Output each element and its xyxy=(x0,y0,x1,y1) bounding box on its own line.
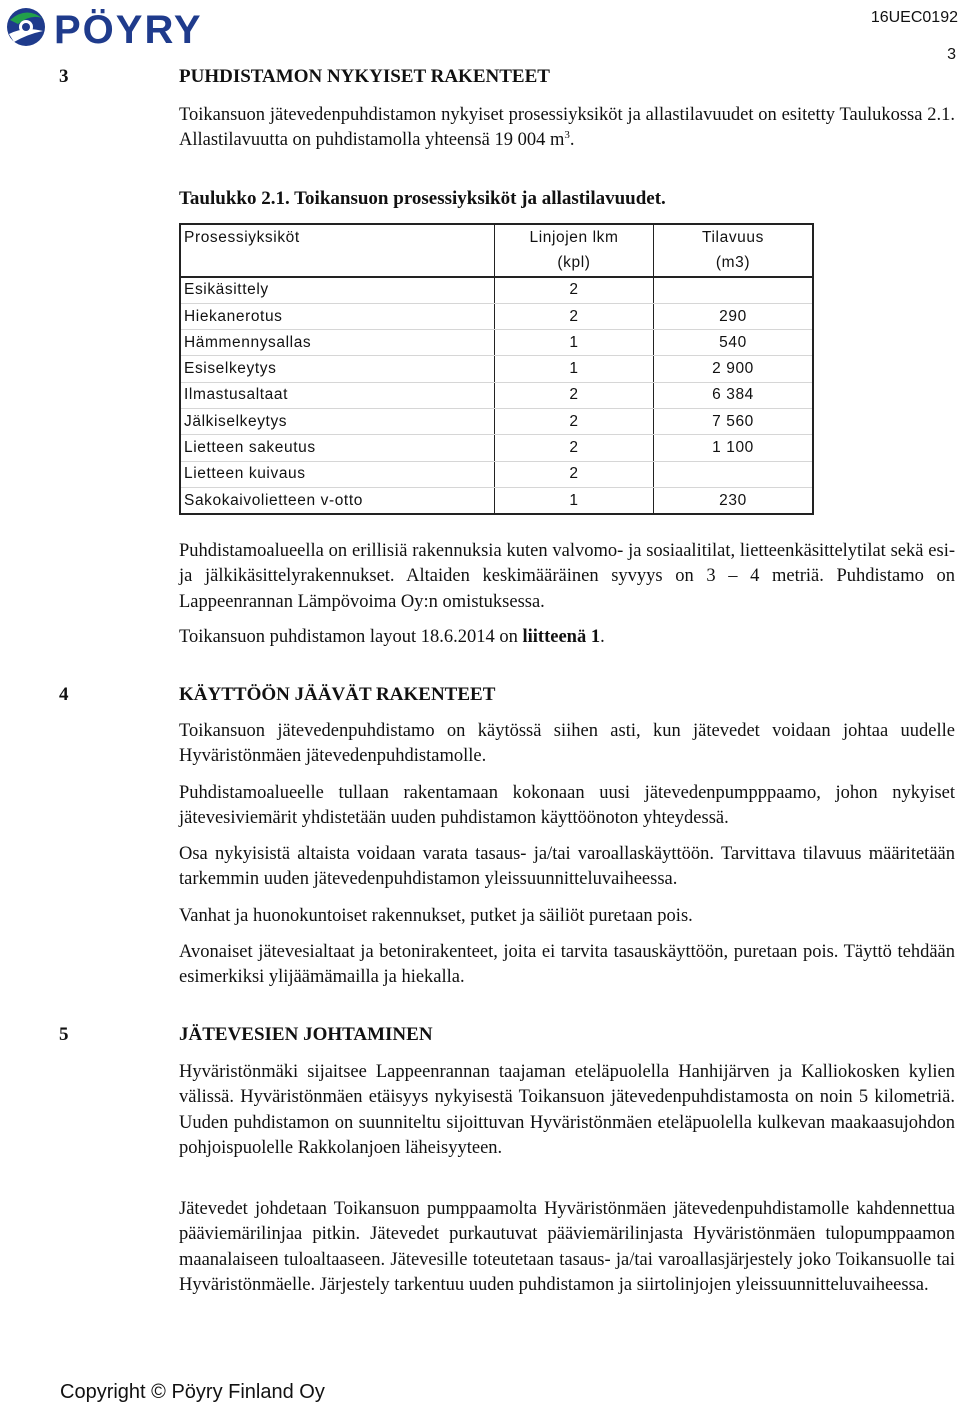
poyry-swirl-icon xyxy=(7,8,45,46)
cell-process-unit: Lietteen sakeutus xyxy=(180,435,495,461)
section-4-paragraph: Vanhat ja huonokuntoiset rakennukset, putket ja säiliöt puretaan pois. xyxy=(179,906,693,926)
cell-process-unit: Hiekanerotus xyxy=(180,303,495,329)
layout-text: Toikansuon puhdistamon layout 18.6.2014 on xyxy=(179,627,523,647)
document-code: 16UEC0192 xyxy=(870,9,958,26)
logo-wordmark: PÖYRY xyxy=(54,8,203,50)
section-5-paragraph: Jätevedet johdetaan Toikansuon pumppaamolta Hyväristönmäen jätevedenpuhdistamolle kahdennettua pääviemärilinjaa pitkin. Jätevedet purkautuvat pääviemärilinjasta Hyväristönmäen tulopumppaamon maanalaiseen tuloaltaaseen. Jätevesille toteutetaan tasaus- ja/tai varoallasjärjestely joko Toikansuolle tai Hyväristönmäelle. Järjestely tarkentuu uuden puhdistamon ja siirtolinjojen yleissuunnitteluvaiheessa. xyxy=(179,1199,955,1295)
unit-line-count: (kpl) xyxy=(495,250,654,276)
header-process-units: Prosessiyksiköt xyxy=(180,224,495,250)
cell-volume: 7 560 xyxy=(654,409,814,435)
table-row xyxy=(180,409,813,435)
cell-volume: 6 384 xyxy=(654,382,814,408)
poyry-logo xyxy=(4,4,244,50)
table-row xyxy=(180,487,813,514)
section-4-paragraph: Toikansuon jätevedenpuhdistamo on käytössä siihen asti, kun jätevedet voidaan johtaa uudelle Hyväristönmäen jätevedenpuhdistamolle. xyxy=(179,721,955,767)
cell-line-count: 2 xyxy=(495,461,654,487)
section-3-title: PUHDISTAMON NYKYISET RAKENTEET xyxy=(179,66,550,87)
intro-superscript: 3 xyxy=(564,129,570,142)
section-3-buildings-paragraph: Puhdistamoalueella on erillisiä rakennuksia kuten valvomo- ja sosiaalitilat, lietteenkäsittelytilat sekä esi- ja jälkikäsittelyrakennukset. Altaiden keskimääräinen syvyys on 3 – 4 metriä. Puhdistamo on Lappeenrannan Lämpövoima Oy:n omistuksessa. xyxy=(179,541,955,612)
cell-volume xyxy=(654,461,814,487)
process-units-table xyxy=(179,223,814,515)
section-3-intro xyxy=(179,103,955,154)
table-row xyxy=(180,277,813,304)
table-row xyxy=(180,435,813,461)
section-5-paragraph: Hyväristönmäki sijaitsee Lappeenrannan taajaman eteläpuolella Hanhijärven ja Kalliokosken kylien välissä. Hyväristönmäen etäisyys nykyisestä Toikansuon jätevedenpuhdistamosta on noin 5 kilometriä. Uuden puhdistamon on suunniteltu sijoittuvan Hyväristönmäen eteläpuolella kulkevan maakaasujohdon pohjoispuolelle Rakkolanjoen läheisyyteen. xyxy=(179,1062,955,1158)
table-row xyxy=(180,356,813,382)
cell-process-unit: Lietteen kuivaus xyxy=(180,461,495,487)
cell-process-unit: Esiselkeytys xyxy=(180,356,495,382)
footer-copyright: Copyright © Pöyry Finland Oy xyxy=(60,1381,325,1403)
table-header-row xyxy=(180,224,813,250)
cell-volume: 2 900 xyxy=(654,356,814,382)
unit-volume: (m3) xyxy=(654,250,814,276)
cell-volume: 230 xyxy=(719,491,747,509)
cell-line-count: 2 xyxy=(495,303,654,329)
cell-volume xyxy=(654,277,814,304)
cell-process-unit: Ilmastusaltaat xyxy=(180,382,495,408)
section-5-number: 5 xyxy=(59,1024,69,1045)
section-5-title: JÄTEVESIEN JOHTAMINEN xyxy=(179,1024,433,1045)
section-4-number: 4 xyxy=(59,684,69,705)
section-3-number: 3 xyxy=(59,66,69,87)
attachment-reference: liitteenä 1 xyxy=(522,627,601,647)
cell-line-count: 2 xyxy=(495,435,654,461)
intro-text: Toikansuon jätevedenpuhdistamon nykyiset prosessiyksiköt ja allastilavuudet on esitetty Taulukossa 2.1. Allastilavuutta on puhdistamolla yhteensä 19 004 m xyxy=(179,105,955,151)
table-row xyxy=(180,303,813,329)
page-number: 3 xyxy=(947,46,956,63)
layout-end: . xyxy=(600,627,605,647)
table-row xyxy=(180,330,813,356)
cell-line-count: 1 xyxy=(495,487,654,514)
cell-process-unit: Sakokaivolietteen v-otto xyxy=(180,487,495,514)
section-3-layout-paragraph xyxy=(179,625,955,650)
table-row xyxy=(180,382,813,408)
cell-volume: 290 xyxy=(654,303,814,329)
cell-line-count: 1 xyxy=(495,356,654,382)
header-line-count: Linjojen lkm xyxy=(495,224,654,250)
intro-end: . xyxy=(569,130,575,151)
header-volume: Tilavuus xyxy=(702,228,764,246)
section-4-title: KÄYTTÖÖN JÄÄVÄT RAKENTEET xyxy=(179,684,496,705)
unit-process-units xyxy=(180,250,495,276)
cell-line-count: 2 xyxy=(495,409,654,435)
table-caption: Taulukko 2.1. Toikansuon prosessiyksiköt ja allastilavuudet. xyxy=(179,188,666,209)
cell-process-unit: Jälkiselkeytys xyxy=(180,409,495,435)
cell-volume: 540 xyxy=(654,330,814,356)
cell-line-count: 1 xyxy=(495,330,654,356)
section-4-paragraph: Avonaiset jätevesialtaat ja betonirakenteet, joita ei tarvita tasauskäyttöön, puretaan pois. Täyttö tehdään esimerkiksi ylijäämämailla ja hiekalla. xyxy=(179,942,955,988)
cell-process-unit: Esikäsittely xyxy=(180,277,495,304)
table-row xyxy=(180,461,813,487)
cell-volume: 1 100 xyxy=(654,435,814,461)
cell-line-count: 2 xyxy=(495,382,654,408)
section-4-paragraph: Puhdistamoalueelle tullaan rakentamaan kokonaan uusi jätevedenpumpppaamo, johon nykyiset jätevesiviemärit yhdistetään uuden puhdistamon käyttöönoton yhteydessä. xyxy=(179,783,955,829)
cell-process-unit: Hämmennysallas xyxy=(180,330,495,356)
cell-line-count: 2 xyxy=(495,277,654,304)
section-4-paragraph: Osa nykyisistä altaista voidaan varata tasaus- ja/tai varoallaskäyttöön. Tarvittava tilavuus määritetään tarkemmin uuden jätevedenpuhdistamon yleissuunnitteluvaiheessa. xyxy=(179,844,955,890)
table-units-row xyxy=(180,250,813,276)
